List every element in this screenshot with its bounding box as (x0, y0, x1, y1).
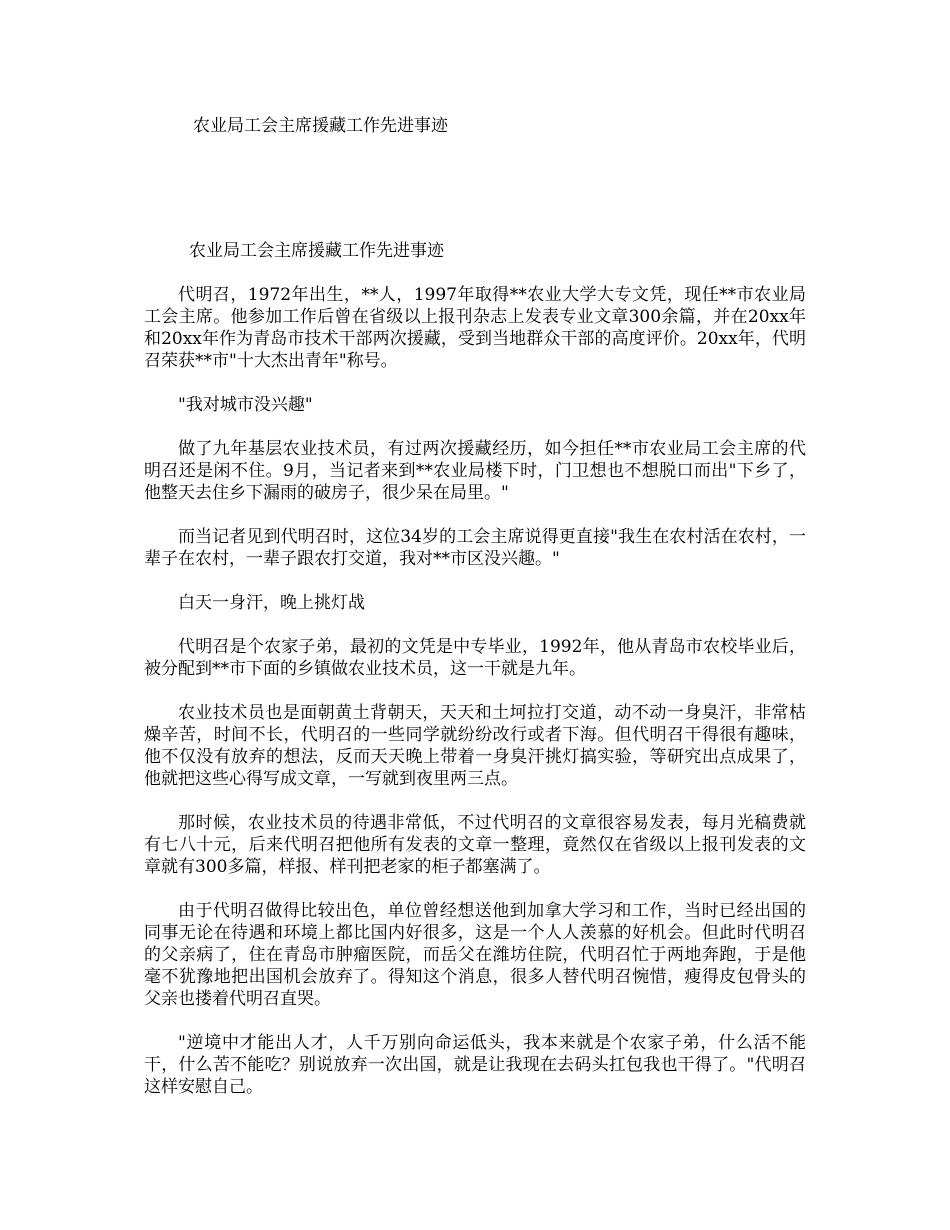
paragraph: 做了九年基层农业技术员，有过两次援藏经历，如今担任**市农业局工会主席的代明召还是闲不住。9月，当记者来到**农业局楼下时，门卫想也不想脱口而出"下乡了，他整天去住乡下漏雨的破房子，很少呆在局里。" (144, 439, 806, 503)
paragraph-intro: 代明召，1972年出生，**人，1997年取得**农业大学大专文凭，现任**市农业局工会主席。他参加工作后曾在省级以上报刊杂志上发表专业文章300余篇，并在20xx年和20xx年作为青岛市技术干部两次援藏，受到当地群众干部的高度评价。20xx年，代明召荣获**市"十大杰出青年"称号。 (144, 285, 806, 371)
paragraph: 由于代明召做得比较出色，单位曾经想送他到加拿大学习和工作，当时已经出国的同事无论在待遇和环境上都比国内好很多，这是一个人人羡慕的好机会。但此时代明召的父亲病了，住在青岛市肿瘤医院，而岳父在潍坊住院，代明召忙于两地奔跑，于是他毫不犹豫地把出国机会放弃了。得知这个消息，很多人替代明召惋惜，瘦得皮包骨头的父亲也搂着代明召直哭。 (144, 901, 806, 1009)
article-body (144, 240, 806, 1120)
paragraph: 那时候，农业技术员的待遇非常低，不过代明召的文章很容易发表，每月光稿费就有七八十元，后来代明召把他所有发表的文章一整理，竟然仅在省级以上报刊发表的文章就有300多篇，样报、样刊把老家的柜子都塞满了。 (144, 813, 806, 877)
paragraph: 农业技术员也是面朝黄土背朝天，天天和土坷拉打交道，动不动一身臭汗，非常枯燥辛苦，时间不长，代明召的一些同学就纷纷改行或者下海。但代明召干得很有趣味，他不仅没有放弃的想法，反而天天晚上带着一身臭汗挑灯搞实验，等研究出点成果了，他就把这些心得写成文章，一写就到夜里两三点。 (144, 703, 806, 789)
section-heading: 白天一身汗，晚上挑灯战 (178, 593, 365, 613)
page-header-title: 农业局工会主席援藏工作先进事迹 (193, 116, 448, 136)
section-heading: "我对城市没兴趣" (178, 395, 313, 415)
paragraph: "逆境中才能出人才，人千万别向命运低头，我本来就是个农家子弟，什么活不能干，什么苦不能吃？别说放弃一次出国，就是让我现在去码头扛包我也干得了。"代明召这样安慰自己。 (144, 1033, 806, 1097)
paragraph: 而当记者见到代明召时，这位34岁的工会主席说得更直接"我生在农村活在农村，一辈子在农村，一辈子跟农打交道，我对**市区没兴趣。" (144, 527, 806, 569)
article-title: 农业局工会主席援藏工作先进事迹 (189, 241, 444, 261)
paragraph: 代明召是个农家子弟，最初的文凭是中专毕业，1992年，他从青岛市农校毕业后，被分配到**市下面的乡镇做农业技术员，这一干就是九年。 (144, 637, 806, 679)
